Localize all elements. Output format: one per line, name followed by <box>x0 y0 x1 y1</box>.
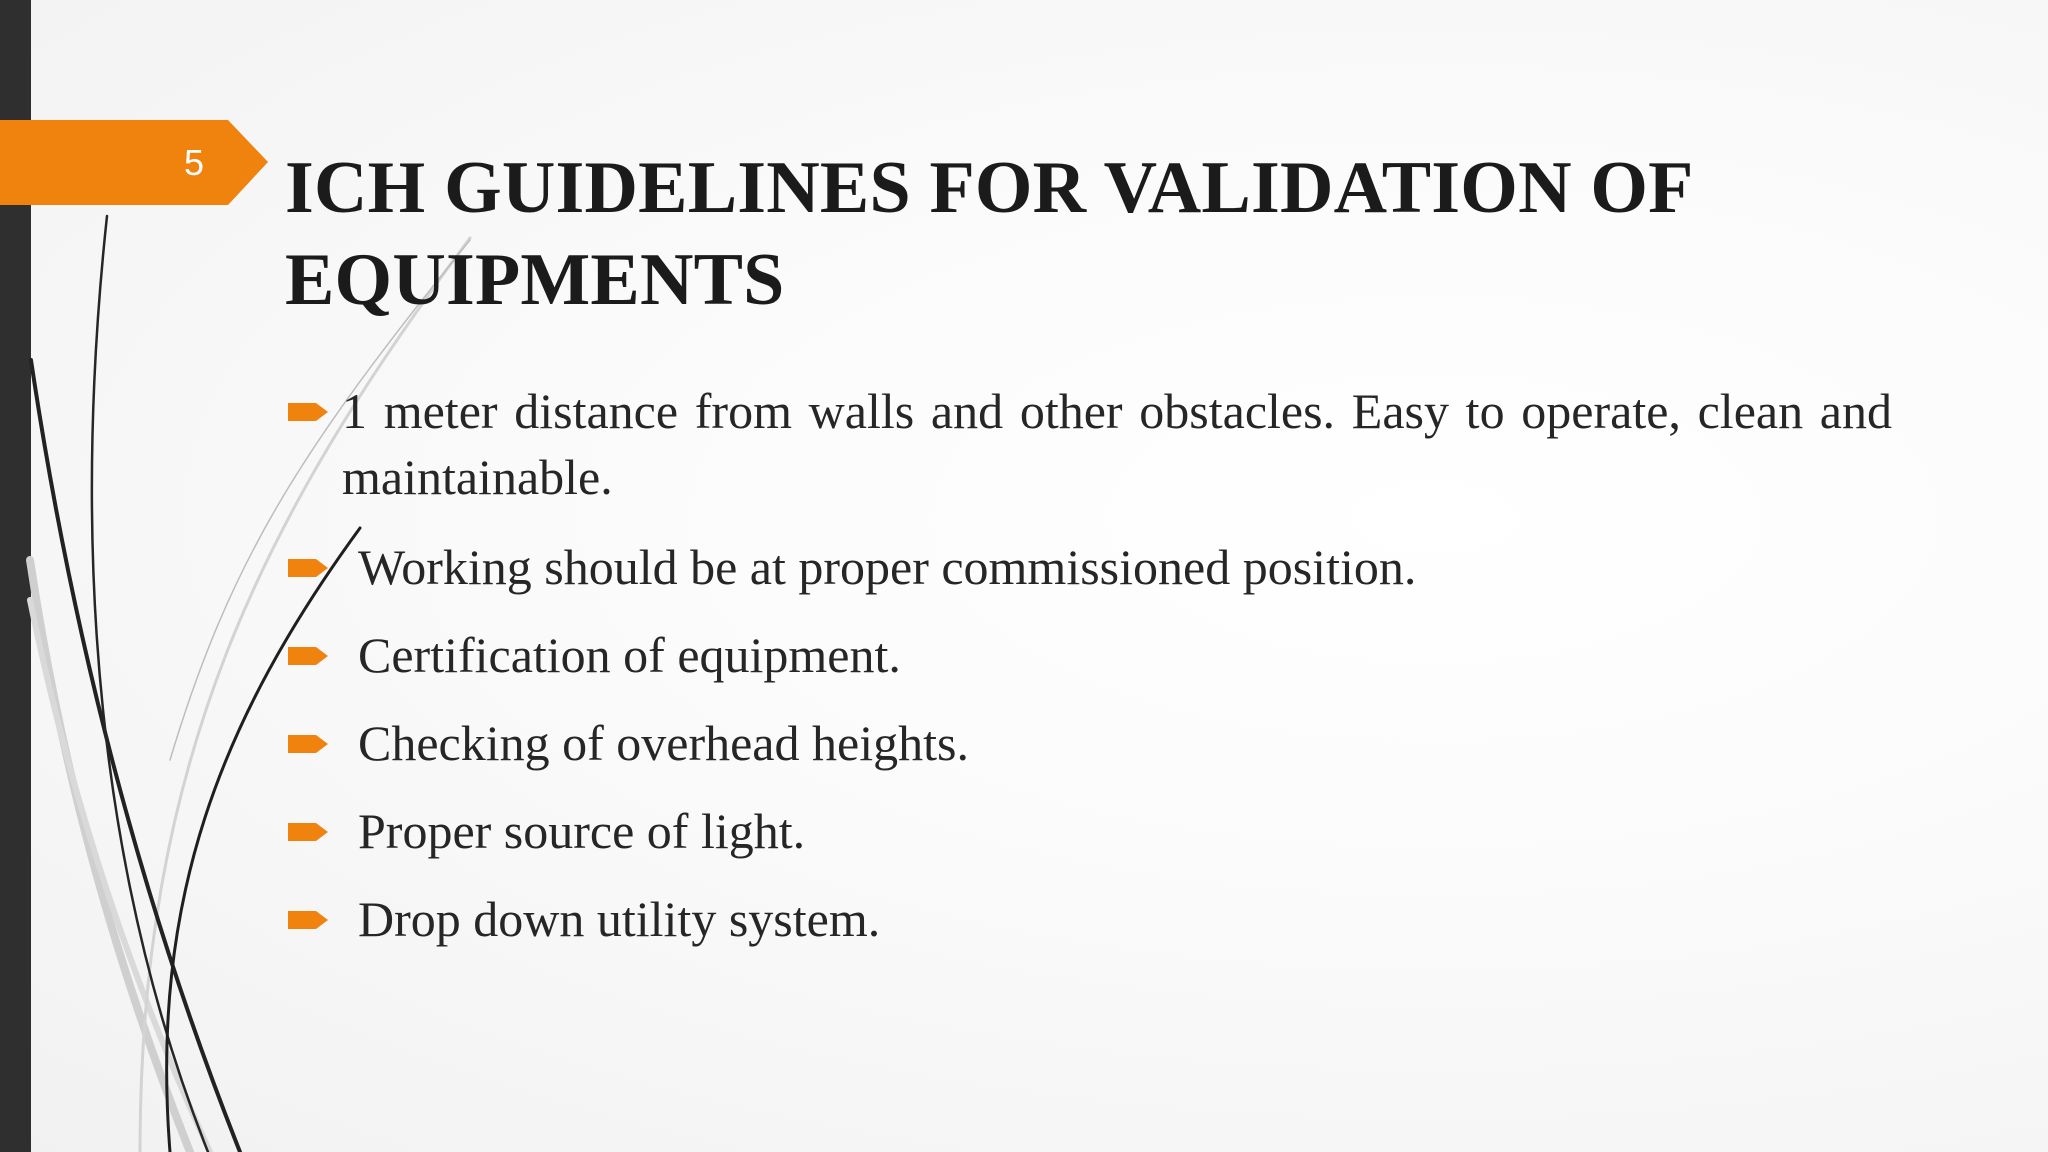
orange-arrow-bullet-icon <box>288 400 330 424</box>
slide-number-tab <box>0 120 268 205</box>
orange-arrow-bullet-icon <box>288 732 330 756</box>
slide-number: 5 <box>183 142 205 183</box>
orange-arrow-bullet-icon <box>288 644 330 668</box>
bullet-item <box>286 622 1892 688</box>
bullet-item <box>286 710 1892 776</box>
bullet-text: Checking of overhead heights. <box>358 715 969 771</box>
bullet-text: Working should be at proper commissioned position. <box>358 539 1417 595</box>
bullet-text: Certification of equipment. <box>358 627 901 683</box>
bullet-item <box>286 886 1892 952</box>
bullet-list <box>286 378 1892 974</box>
orange-arrow-bullet-icon <box>288 556 330 580</box>
slide-title: ICH GUIDELINES FOR VALIDATION OF EQUIPMENTS <box>285 147 1691 321</box>
light-curve-2 <box>30 600 210 1152</box>
bullet-text: 1 meter distance from walls and other obstacles. Easy to operate, clean and maintainable. <box>342 383 1892 505</box>
bullet-item <box>286 534 1892 600</box>
orange-arrow-bullet-icon <box>288 908 330 932</box>
bullet-text: Drop down utility system. <box>358 891 881 947</box>
bullet-item <box>286 798 1892 864</box>
dark-curve-1 <box>31 360 240 1152</box>
slide-number-tab-shape <box>0 120 268 205</box>
bullet-text: Proper source of light. <box>358 803 806 859</box>
bullet-item <box>286 378 1892 510</box>
orange-arrow-bullet-icon <box>288 820 330 844</box>
